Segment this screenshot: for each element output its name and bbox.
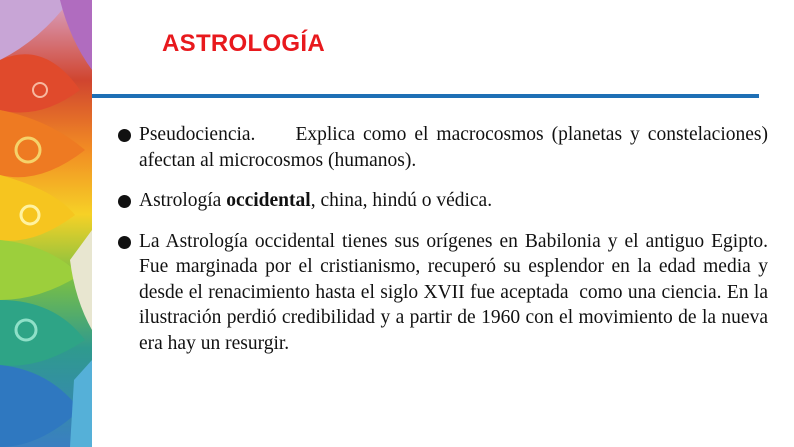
bullet-item [118,229,768,357]
slide-title: ASTROLOGÍA [162,30,325,57]
bullet-text-after: , china, hindú o védica. [310,190,493,211]
bullet-text: Pseudociencia. Explica como el macrocosmos (planetas y constelaciones) afectan al microcosmos (humanos). [139,124,768,171]
bullet-item [118,122,768,173]
bullet-dot-icon [118,129,131,142]
bullet-text-before: Astrología [139,190,227,211]
bullet-text-bold: occidental [226,190,311,211]
bullet-dot-icon [118,195,131,208]
bullet-dot-icon [118,236,131,249]
title-divider [92,94,759,98]
bullet-item [118,188,768,214]
decorative-mandala-art [0,0,92,447]
bullet-list [118,122,768,371]
bullet-text: La Astrología occidental tienes sus orígenes en Babilonia y el antiguo Egipto. Fue marginada por el cristianismo, recuperó su esplendor en la edad media y desde el renacimiento hasta el siglo XVII fue aceptada como una ciencia. En la ilustración perdió credibilidad y a partir de 1960 con el movimiento de la nueva era hay un resurgir. [139,230,768,354]
